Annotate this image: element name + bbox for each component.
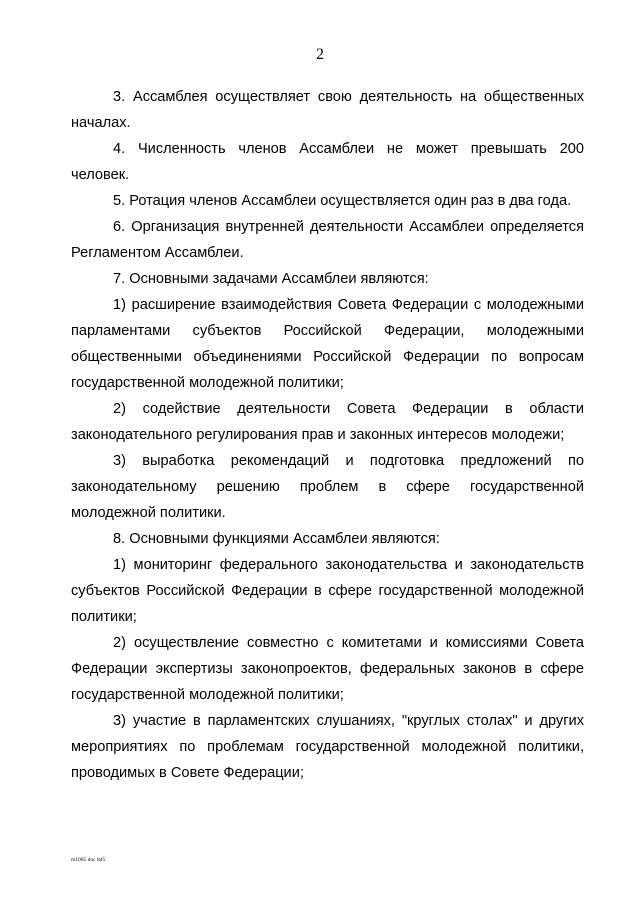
list-item-task-3: 3) выработка рекомендаций и подготовка предложений по законодательному решению проблем в сфере государственной молодежной политики. [71, 453, 584, 521]
list-item-function-3: 3) участие в парламентских слушаниях, "круглых столах" и других мероприятиях по проблемам государственной молодежной политики, проводимых в Совете Федерации; [71, 713, 584, 781]
list-item-function-2: 2) осуществление совместно с комитетами и комиссиями Совета Федерации экспертизы законопроектов, федеральных законов в сфере государственной молодежной политики; [71, 635, 584, 703]
paragraph-internal-organization: 6. Организация внутренней деятельности Ассамблеи определяется Регламентом Ассамблеи. [71, 219, 584, 261]
paragraph-assembly-public-basis: 3. Ассамблея осуществляет свою деятельность на общественных началах. [71, 89, 584, 131]
list-item-task-1: 1) расширение взаимодействия Совета Федерации с молодежными парламентами субъектов Российской Федерации, молодежными общественными объединениями Российской Федерации по вопросам государственной молодежной политики; [71, 297, 584, 391]
list-item-task-2: 2) содействие деятельности Совета Федерации в области законодательного регулирования прав и законных интересов молодежи; [71, 401, 584, 443]
paragraph-tasks-heading: 7. Основными задачами Ассамблеи являются: [113, 271, 429, 287]
footer-document-code: m1005 doc 845 [71, 857, 106, 863]
paragraph-member-rotation: 5. Ротация членов Ассамблеи осуществляется один раз в два года. [113, 193, 572, 209]
page-number: 2 [316, 46, 324, 63]
paragraph-functions-heading: 8. Основными функциями Ассамблеи являются: [113, 531, 440, 547]
paragraph-member-count: 4. Численность членов Ассамблеи не может превышать 200 человек. [71, 141, 584, 183]
list-item-function-1: 1) мониторинг федерального законодательства и законодательств субъектов Российской Федерации в сфере государственной молодежной политики; [71, 557, 584, 625]
document-body [71, 84, 584, 786]
